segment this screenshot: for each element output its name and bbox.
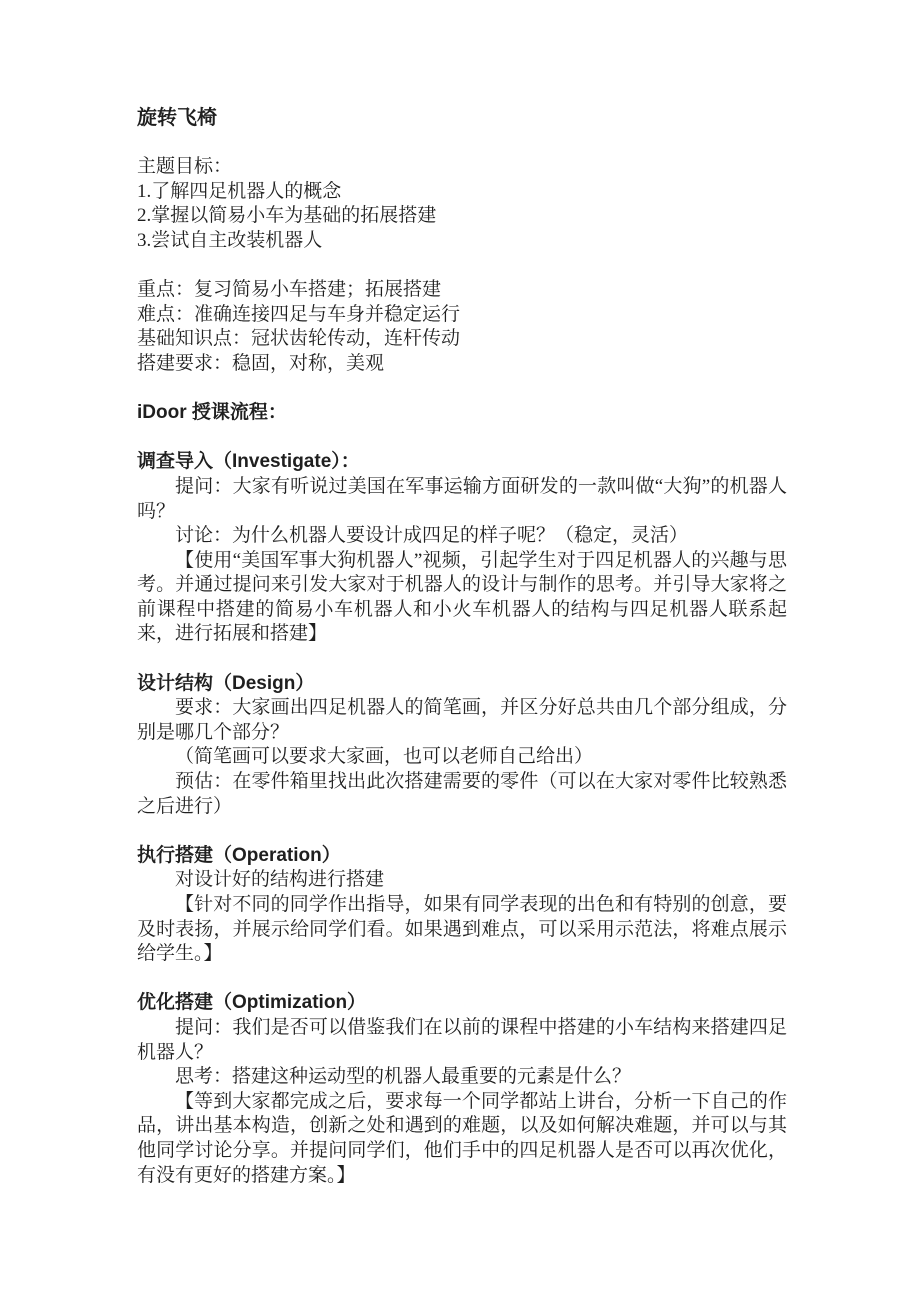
operation-teacher-note: 【针对不同的同学作出指导，如果有同学表现的出色和有特别的创意，要及时表扬，并展示给同学们看。如果遇到难点，可以采用示范法，将难点展示给学生。】: [137, 894, 787, 965]
investigate-teacher-note: 【使用“美国军事大狗机器人”视频，引起学生对于四足机器人的兴趣与思考。并通过提问来引发大家对于机器人的设计与制作的思考。并引导大家将之前课程中搭建的简易小车机器人和小火车机器人的结构与四足机器人联系起来，进行拓展和搭建】: [137, 549, 787, 645]
flow-heading: iDoor 授课流程：: [137, 402, 287, 424]
section-operation: [137, 844, 787, 967]
optimization-question: 提问：我们是否可以借鉴我们在以前的课程中搭建的小车结构来搭建四足机器人？: [137, 1016, 787, 1063]
objectives-heading: 主题目标：: [137, 156, 233, 178]
objective-item-3: 3.尝试自主改装机器人: [137, 229, 323, 251]
key-points-section: [137, 278, 787, 376]
section-heading-design: 设计结构（Design）: [137, 672, 315, 694]
objective-item-1: 1.了解四足机器人的概念: [137, 180, 342, 202]
section-heading-operation: 执行搭建（Operation）: [137, 844, 341, 866]
section-optimization: [137, 991, 787, 1188]
objective-item-2: 2.掌握以简易小车为基础的拓展搭建: [137, 205, 437, 227]
section-heading-optimization: 优化搭建（Optimization）: [137, 992, 367, 1014]
optimization-thinking: 思考：搭建这种运动型的机器人最重要的元素是什么？: [175, 1066, 632, 1088]
key-point-focus: 重点：复习简易小车搭建；拓展搭建: [137, 279, 442, 301]
key-point-requirements: 搭建要求：稳固，对称，美观: [137, 352, 385, 374]
objectives-section: [137, 155, 787, 253]
operation-task: 对设计好的结构进行搭建: [175, 869, 385, 891]
document-title: 旋转飞椅: [137, 107, 217, 129]
design-requirement: 要求：大家画出四足机器人的简笔画，并区分好总共由几个部分组成，分别是哪几个部分？: [137, 697, 787, 743]
key-point-knowledge: 基础知识点：冠状齿轮传动，连杆传动: [137, 328, 461, 350]
key-point-difficulty: 难点：准确连接四足与车身并稳定运行: [137, 303, 461, 325]
design-estimate: 预估：在零件箱里找出此次搭建需要的零件（可以在大家对零件比较熟悉之后进行）: [137, 771, 787, 817]
section-design: [137, 672, 787, 820]
investigate-discussion: 讨论：为什么机器人要设计成四足的样子呢？（稳定，灵活）: [175, 525, 689, 547]
design-sketch-note: （简笔画可以要求大家画，也可以老师自己给出）: [175, 746, 594, 768]
optimization-teacher-note: 【等到大家都完成之后，要求每一个同学都站上讲台，分析一下自己的作品，讲出基本构造，创新之处和遇到的难题，以及如何解决难题，并可以与其他同学讨论分享。并提问同学们，他们手中的四足机器人是否可以再次优化，有没有更好的搭建方案。】: [137, 1090, 787, 1186]
section-heading-investigate: 调查导入（Investigate）：: [137, 451, 360, 473]
investigate-question: 提问：大家有听说过美国在军事运输方面研发的一款叫做“大狗”的机器人吗？: [137, 475, 787, 522]
section-investigate: [137, 450, 787, 647]
